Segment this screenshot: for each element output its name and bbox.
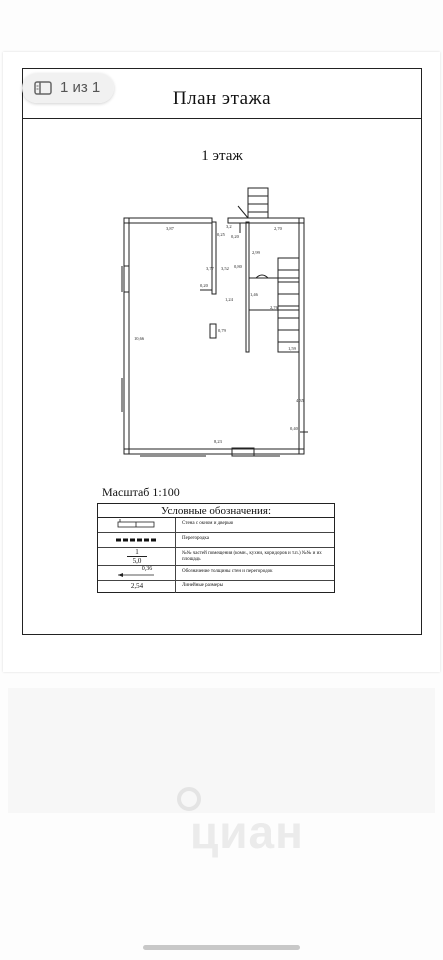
home-indicator[interactable] [143, 945, 300, 950]
dim-2-76: 2,76 [270, 305, 278, 310]
dim-3-52: 3,52 [221, 266, 229, 271]
dim-8-23: 8,23 [214, 439, 222, 444]
legend-row: Стена с окном и дверью [98, 518, 334, 533]
dim-4-35: 4,35 [296, 398, 304, 403]
partition-symbol-icon [98, 533, 176, 547]
legend-title: Условные обозначения: [98, 505, 334, 518]
title-divider [22, 118, 422, 119]
legend-table [97, 503, 335, 593]
dim-0-80: 0,80 [234, 264, 242, 269]
dim-3-87: 3,87 [166, 226, 174, 231]
legend-row: 1 5,0 №№ частей помещения (комн., кухни, коридоров и т.п.) №№ и их площадь [98, 548, 334, 566]
dim-0-25: 0,25 [217, 232, 225, 237]
watermark: циан [190, 806, 304, 858]
dim-2-99: 2,99 [252, 250, 260, 255]
legend-row: 0,36 Обозначение толщины стен и перегородок [98, 566, 334, 581]
legend-row: Перегородка [98, 533, 334, 548]
page-indicator-text: 1 из 1 [60, 79, 101, 96]
wall-symbol-icon [98, 518, 176, 532]
dim-0-79: 0,79 [218, 328, 226, 333]
dim-1-24: 1,24 [225, 297, 233, 302]
dim-3-77: 3,77 [206, 266, 214, 271]
floor-plan [100, 180, 340, 470]
pages-icon [34, 81, 52, 95]
dim-2-70: 2,70 [274, 226, 282, 231]
dim-10-66: 10,66 [134, 336, 145, 341]
scale-label: Масштаб 1:100 [102, 485, 180, 499]
dim-3-2: 3,2 [226, 224, 232, 229]
floor-label: 1 этаж [201, 148, 243, 164]
document-title: План этажа [172, 88, 272, 109]
empty-area [8, 688, 435, 813]
legend-row: 2,54 Линейные размеры [98, 580, 334, 593]
dim-0-20-mid: 0,20 [200, 283, 208, 288]
dim-0-20-top: 0,20 [231, 234, 239, 239]
page-indicator[interactable] [22, 73, 114, 103]
dim-1-46: 1,46 [250, 292, 258, 297]
dim-0-40: 0,40 [290, 426, 298, 431]
dim-1-59: 1,59 [288, 346, 296, 351]
